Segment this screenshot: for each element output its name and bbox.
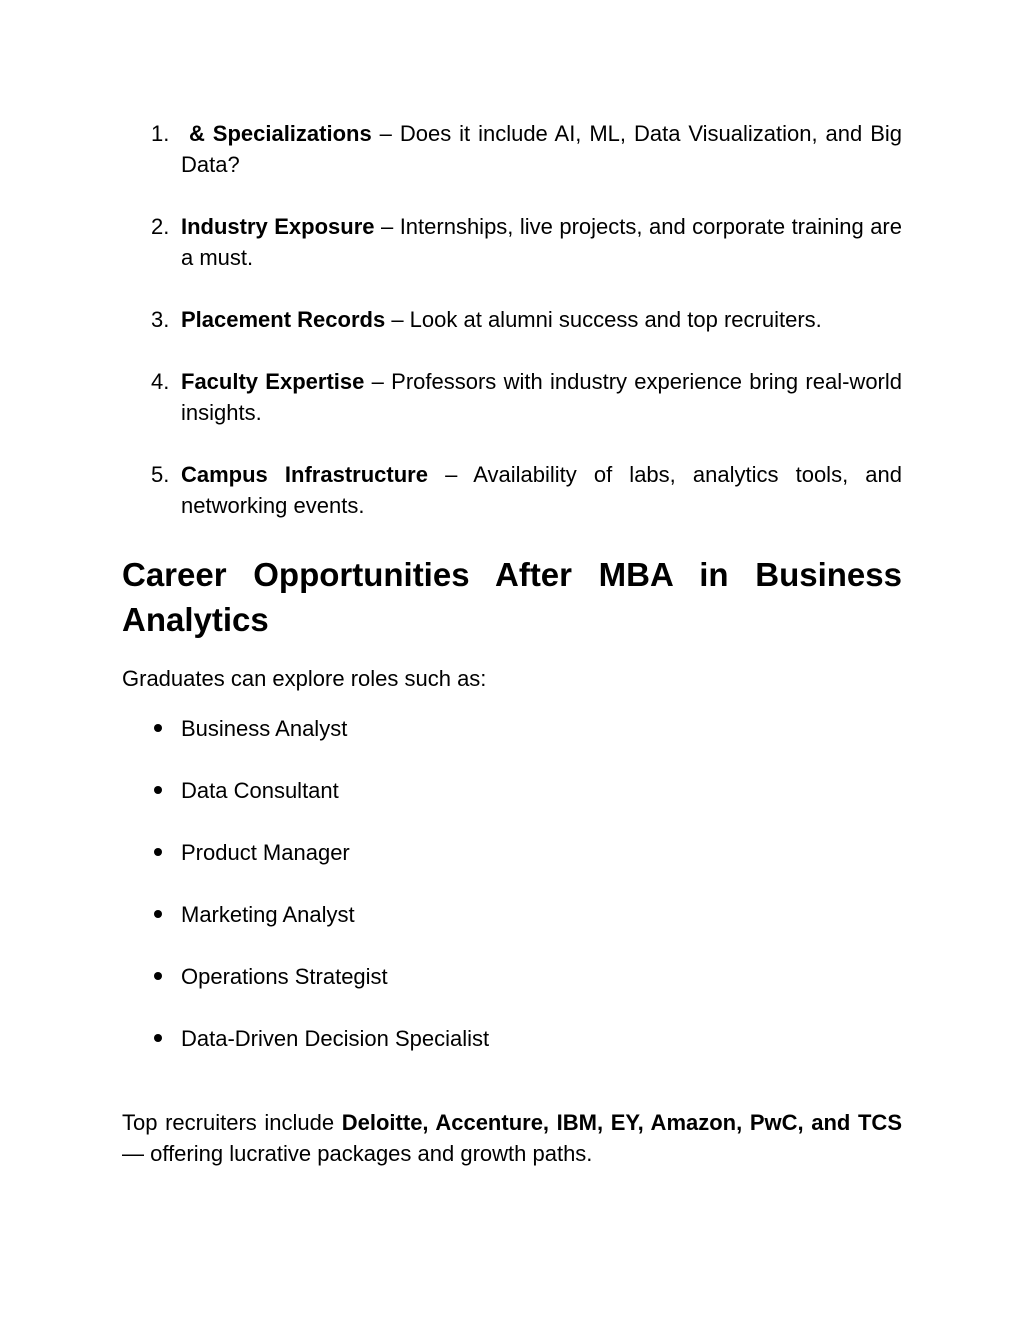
closing-suffix: — offering lucrative packages and growth paths.	[122, 1141, 593, 1166]
item-bold-text: & Specializations	[181, 121, 372, 146]
list-item	[122, 459, 902, 521]
role-label: Data-Driven Decision Specialist	[181, 1026, 490, 1051]
role-label: Data Consultant	[181, 778, 339, 803]
list-item	[122, 775, 902, 806]
bullet-icon	[154, 972, 162, 980]
list-item	[122, 211, 902, 273]
list-number: 2.	[151, 214, 170, 239]
bullet-icon	[154, 786, 162, 794]
list-item	[122, 118, 902, 180]
list-item	[122, 366, 902, 428]
list-number: 5.	[151, 462, 170, 487]
bullet-icon	[154, 848, 162, 856]
bullet-icon	[154, 1034, 162, 1042]
list-number: 1.	[151, 121, 170, 146]
item-bold-text: Campus Infrastructure	[181, 462, 428, 487]
closing-paragraph	[122, 1107, 902, 1169]
item-body-text: – Professors with industry experience bring real-world insights.	[181, 369, 902, 425]
item-body-text: – Does it include AI, ML, Data Visualization, and Big Data?	[181, 121, 902, 177]
item-body-text: – Availability of labs, analytics tools, and networking events.	[181, 462, 902, 518]
closing-recruiters: Deloitte, Accenture, IBM, EY, Amazon, PwC, and TCS	[341, 1110, 902, 1135]
item-body-text: – Internships, live projects, and corporate training are a must.	[181, 214, 902, 270]
list-item	[122, 837, 902, 868]
role-label: Business Analyst	[181, 716, 348, 741]
list-number: 4.	[151, 369, 170, 394]
list-item	[122, 1023, 902, 1054]
item-bold-text: Placement Records	[181, 307, 386, 332]
item-bold-text: Faculty Expertise	[181, 369, 365, 394]
intro-paragraph: Graduates can explore roles such as:	[122, 666, 487, 691]
selection-criteria-list	[122, 118, 902, 521]
section-heading: Career Opportunities After MBA in Business Analytics	[122, 556, 902, 638]
list-item	[122, 713, 902, 744]
bullet-icon	[154, 910, 162, 918]
bullet-icon	[154, 724, 162, 732]
list-number: 3.	[151, 307, 170, 332]
list-item	[122, 961, 902, 992]
role-label: Product Manager	[181, 840, 350, 865]
list-item	[122, 304, 902, 335]
role-label: Marketing Analyst	[181, 902, 355, 927]
role-label: Operations Strategist	[181, 964, 388, 989]
roles-list	[122, 713, 902, 1054]
list-item	[122, 899, 902, 930]
item-body-text: – Look at alumni success and top recruiters.	[385, 307, 822, 332]
item-bold-text: Industry Exposure	[181, 214, 375, 239]
closing-prefix: Top recruiters include	[122, 1110, 342, 1135]
